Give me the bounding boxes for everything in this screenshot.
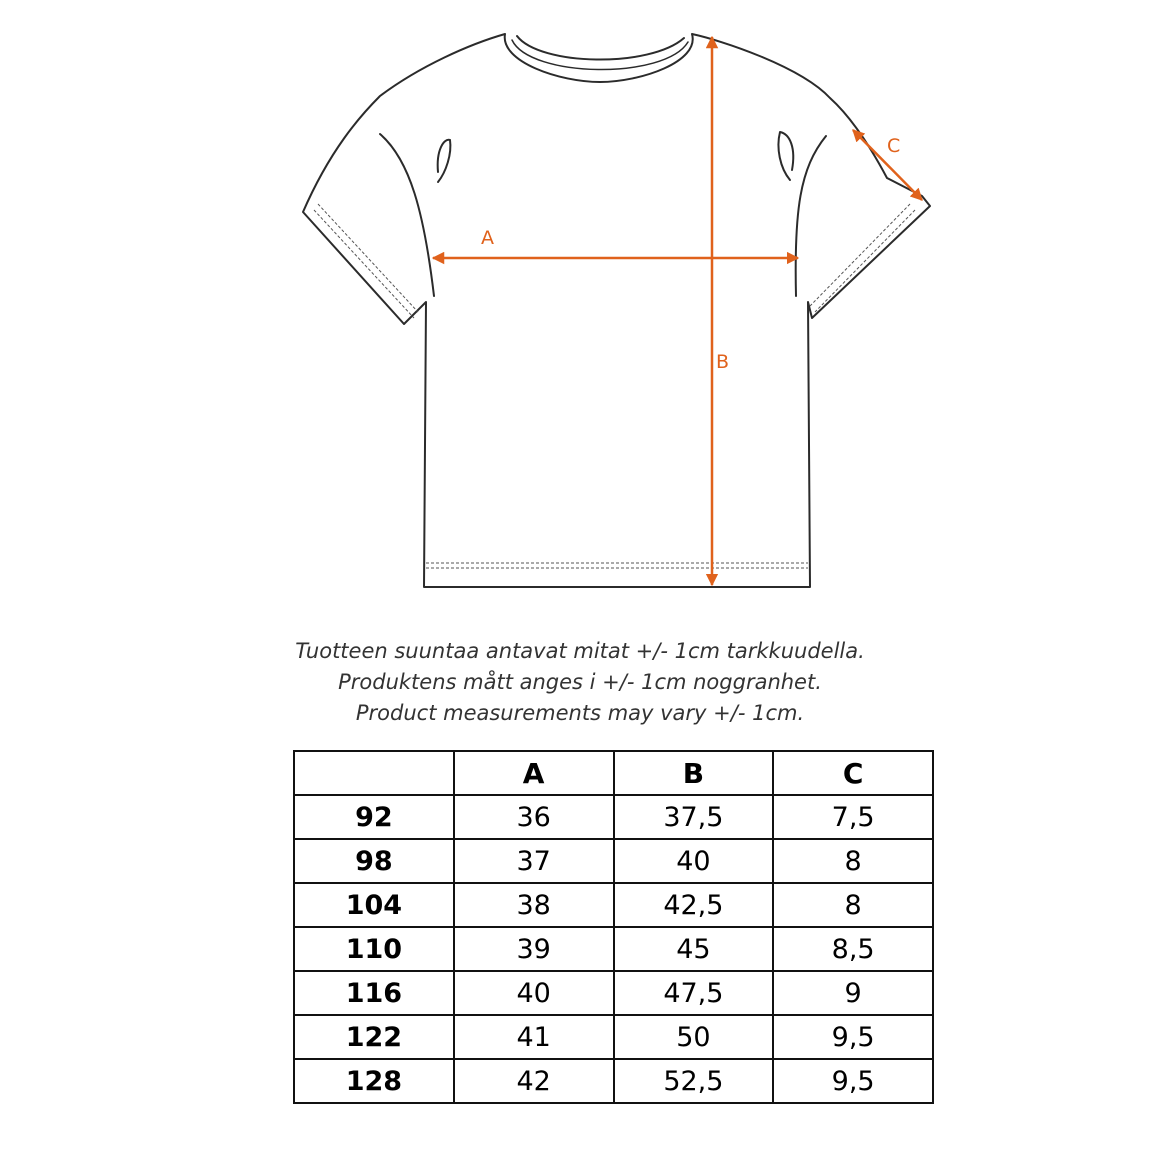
table-row <box>294 971 933 1015</box>
size-cell: 116 <box>294 971 454 1015</box>
b-cell: 52,5 <box>614 1059 774 1103</box>
left-armhole <box>438 140 451 182</box>
table-row <box>294 1015 933 1059</box>
c-cell: 8,5 <box>773 927 933 971</box>
right-cuff-stitch-2 <box>815 210 915 312</box>
note-english: Product measurements may vary +/- 1cm. <box>355 701 805 725</box>
right-cuff-stitch <box>810 204 910 306</box>
c-cell: 8 <box>773 883 933 927</box>
note-finnish: Tuotteen suuntaa antavat mitat +/- 1cm tarkkuudella. <box>295 639 865 663</box>
label-b: B <box>716 351 730 373</box>
tshirt-outline <box>303 34 930 587</box>
tshirt-body <box>303 34 930 587</box>
right-armhole <box>778 132 793 180</box>
table-row <box>294 927 933 971</box>
header-cell-size <box>294 751 454 795</box>
size-cell: 98 <box>294 839 454 883</box>
table-row <box>294 1059 933 1103</box>
label-a: A <box>481 227 494 249</box>
b-cell: 37,5 <box>614 795 774 839</box>
table-header-row <box>294 751 933 795</box>
c-cell: 9,5 <box>773 1059 933 1103</box>
right-sleeve-seam <box>796 136 826 296</box>
label-c: C <box>887 135 901 157</box>
c-cell: 7,5 <box>773 795 933 839</box>
header-cell-c: C <box>773 751 933 795</box>
size-table <box>293 750 934 1104</box>
left-sleeve-seam <box>380 134 434 296</box>
table-row <box>294 839 933 883</box>
size-cell: 110 <box>294 927 454 971</box>
c-cell: 9,5 <box>773 1015 933 1059</box>
collar <box>517 36 684 60</box>
b-cell: 40 <box>614 839 774 883</box>
c-cell: 8 <box>773 839 933 883</box>
a-cell: 38 <box>454 883 614 927</box>
a-cell: 37 <box>454 839 614 883</box>
header-cell-b: B <box>614 751 774 795</box>
size-cell: 92 <box>294 795 454 839</box>
b-cell: 45 <box>614 927 774 971</box>
table-row <box>294 883 933 927</box>
c-cell: 9 <box>773 971 933 1015</box>
table-row <box>294 795 933 839</box>
a-cell: 41 <box>454 1015 614 1059</box>
size-cell: 104 <box>294 883 454 927</box>
collar-inner <box>512 40 688 70</box>
size-cell: 128 <box>294 1059 454 1103</box>
left-cuff-stitch <box>318 204 418 312</box>
header-cell-a: A <box>454 751 614 795</box>
a-cell: 42 <box>454 1059 614 1103</box>
left-cuff-stitch-2 <box>314 210 414 318</box>
b-cell: 42,5 <box>614 883 774 927</box>
b-cell: 50 <box>614 1015 774 1059</box>
a-cell: 40 <box>454 971 614 1015</box>
b-cell: 47,5 <box>614 971 774 1015</box>
measurement-labels <box>481 135 900 373</box>
note-swedish: Produktens mått anges i +/- 1cm noggranhet. <box>338 670 822 694</box>
a-cell: 39 <box>454 927 614 971</box>
measurement-notes <box>0 636 1160 729</box>
size-cell: 122 <box>294 1015 454 1059</box>
a-cell: 36 <box>454 795 614 839</box>
